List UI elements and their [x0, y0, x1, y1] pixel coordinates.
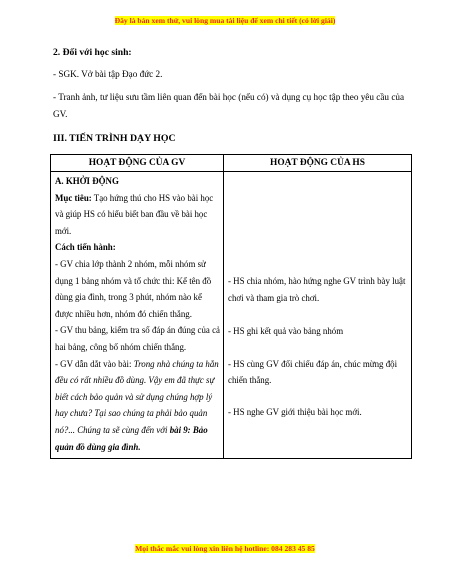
gv-step-3-italic: Trong nhà chúng ta hẳn đều có rất nhiều đồ dùng. Vậy em đã thực sự biết cách bảo quản và sử dụng chúng hợp lý hay chưa? Tại sao chúng ta phải bảo quản nó?... Chúng ta sẽ cùng đến với: [55, 358, 219, 435]
activity-title: A. KHỞI ĐỘNG: [55, 176, 119, 186]
goal-text: Tạo hứng thú cho HS vào bài học và giúp HS có hiểu biết ban đầu về bài học mới.: [55, 192, 214, 236]
gv-step-3-bold: bài 9: Bảo quản đồ dùng gia đình.: [55, 424, 208, 452]
header-hs: HOẠT ĐỘNG CỦA HS: [224, 155, 412, 172]
process-heading: III. TIẾN TRÌNH DẠY HỌC: [53, 133, 176, 144]
table-row: [51, 172, 412, 459]
gv-step-1: - GV chia lớp thành 2 nhóm, mỗi nhóm sử dụng 1 bảng nhóm và tổ chức thi: Kể tên đồ dùng gia đình, trong 3 phút, nhóm nào kể được nhiều hơn, nhóm đó chiến thắng.: [55, 258, 212, 319]
gv-activities-cell: [51, 172, 224, 459]
hotline-text: Mọi thắc mắc vui lòng xin liên hệ hotline: 084 283 45 85: [135, 544, 315, 553]
gv-step-3: [55, 356, 221, 456]
hs-step-2: - HS ghi kết quả vào bảng nhóm: [228, 326, 344, 337]
students-item-2: - Tranh ảnh, tư liệu sưu tầm liên quan đến bài học (nếu có) và dụng cụ học tập theo yêu cầu của GV.: [53, 92, 405, 119]
preview-banner-text: Đây là bản xem thử, vui lòng mua tài liệu để xem chi tiết (có lời giải): [114, 16, 336, 25]
gv-step-2: - GV thu bảng, kiểm tra số đáp án đúng của cả hai bảng, công bố nhóm chiến thắng.: [55, 325, 220, 352]
preview-banner: [0, 10, 450, 28]
gv-step-3-prefix: - GV dẫn dắt vào bài:: [55, 358, 134, 369]
hotline-footer: [0, 538, 450, 556]
header-gv: HOẠT ĐỘNG CỦA GV: [51, 155, 224, 172]
hs-step-3: - HS cùng GV đối chiếu đáp án, chúc mừng đội chiến thắng.: [228, 358, 398, 386]
goal: [55, 190, 221, 240]
hs-step-1: - HS chia nhóm, hào hứng nghe GV trình bày luật chơi và tham gia trò chơi.: [228, 276, 406, 303]
students-item-1: - SGK. Vở bài tập Đạo đức 2.: [53, 69, 163, 79]
students-heading: 2. Đối với học sinh:: [53, 47, 132, 58]
hs-step-4: - HS nghe GV giới thiệu bài học mới.: [228, 406, 362, 417]
lesson-table: [50, 154, 412, 459]
method-label: Cách tiến hành:: [55, 242, 116, 253]
table-header-row: [51, 155, 412, 172]
goal-label: Mục tiêu:: [55, 192, 92, 203]
hs-activities-cell: [224, 172, 412, 459]
